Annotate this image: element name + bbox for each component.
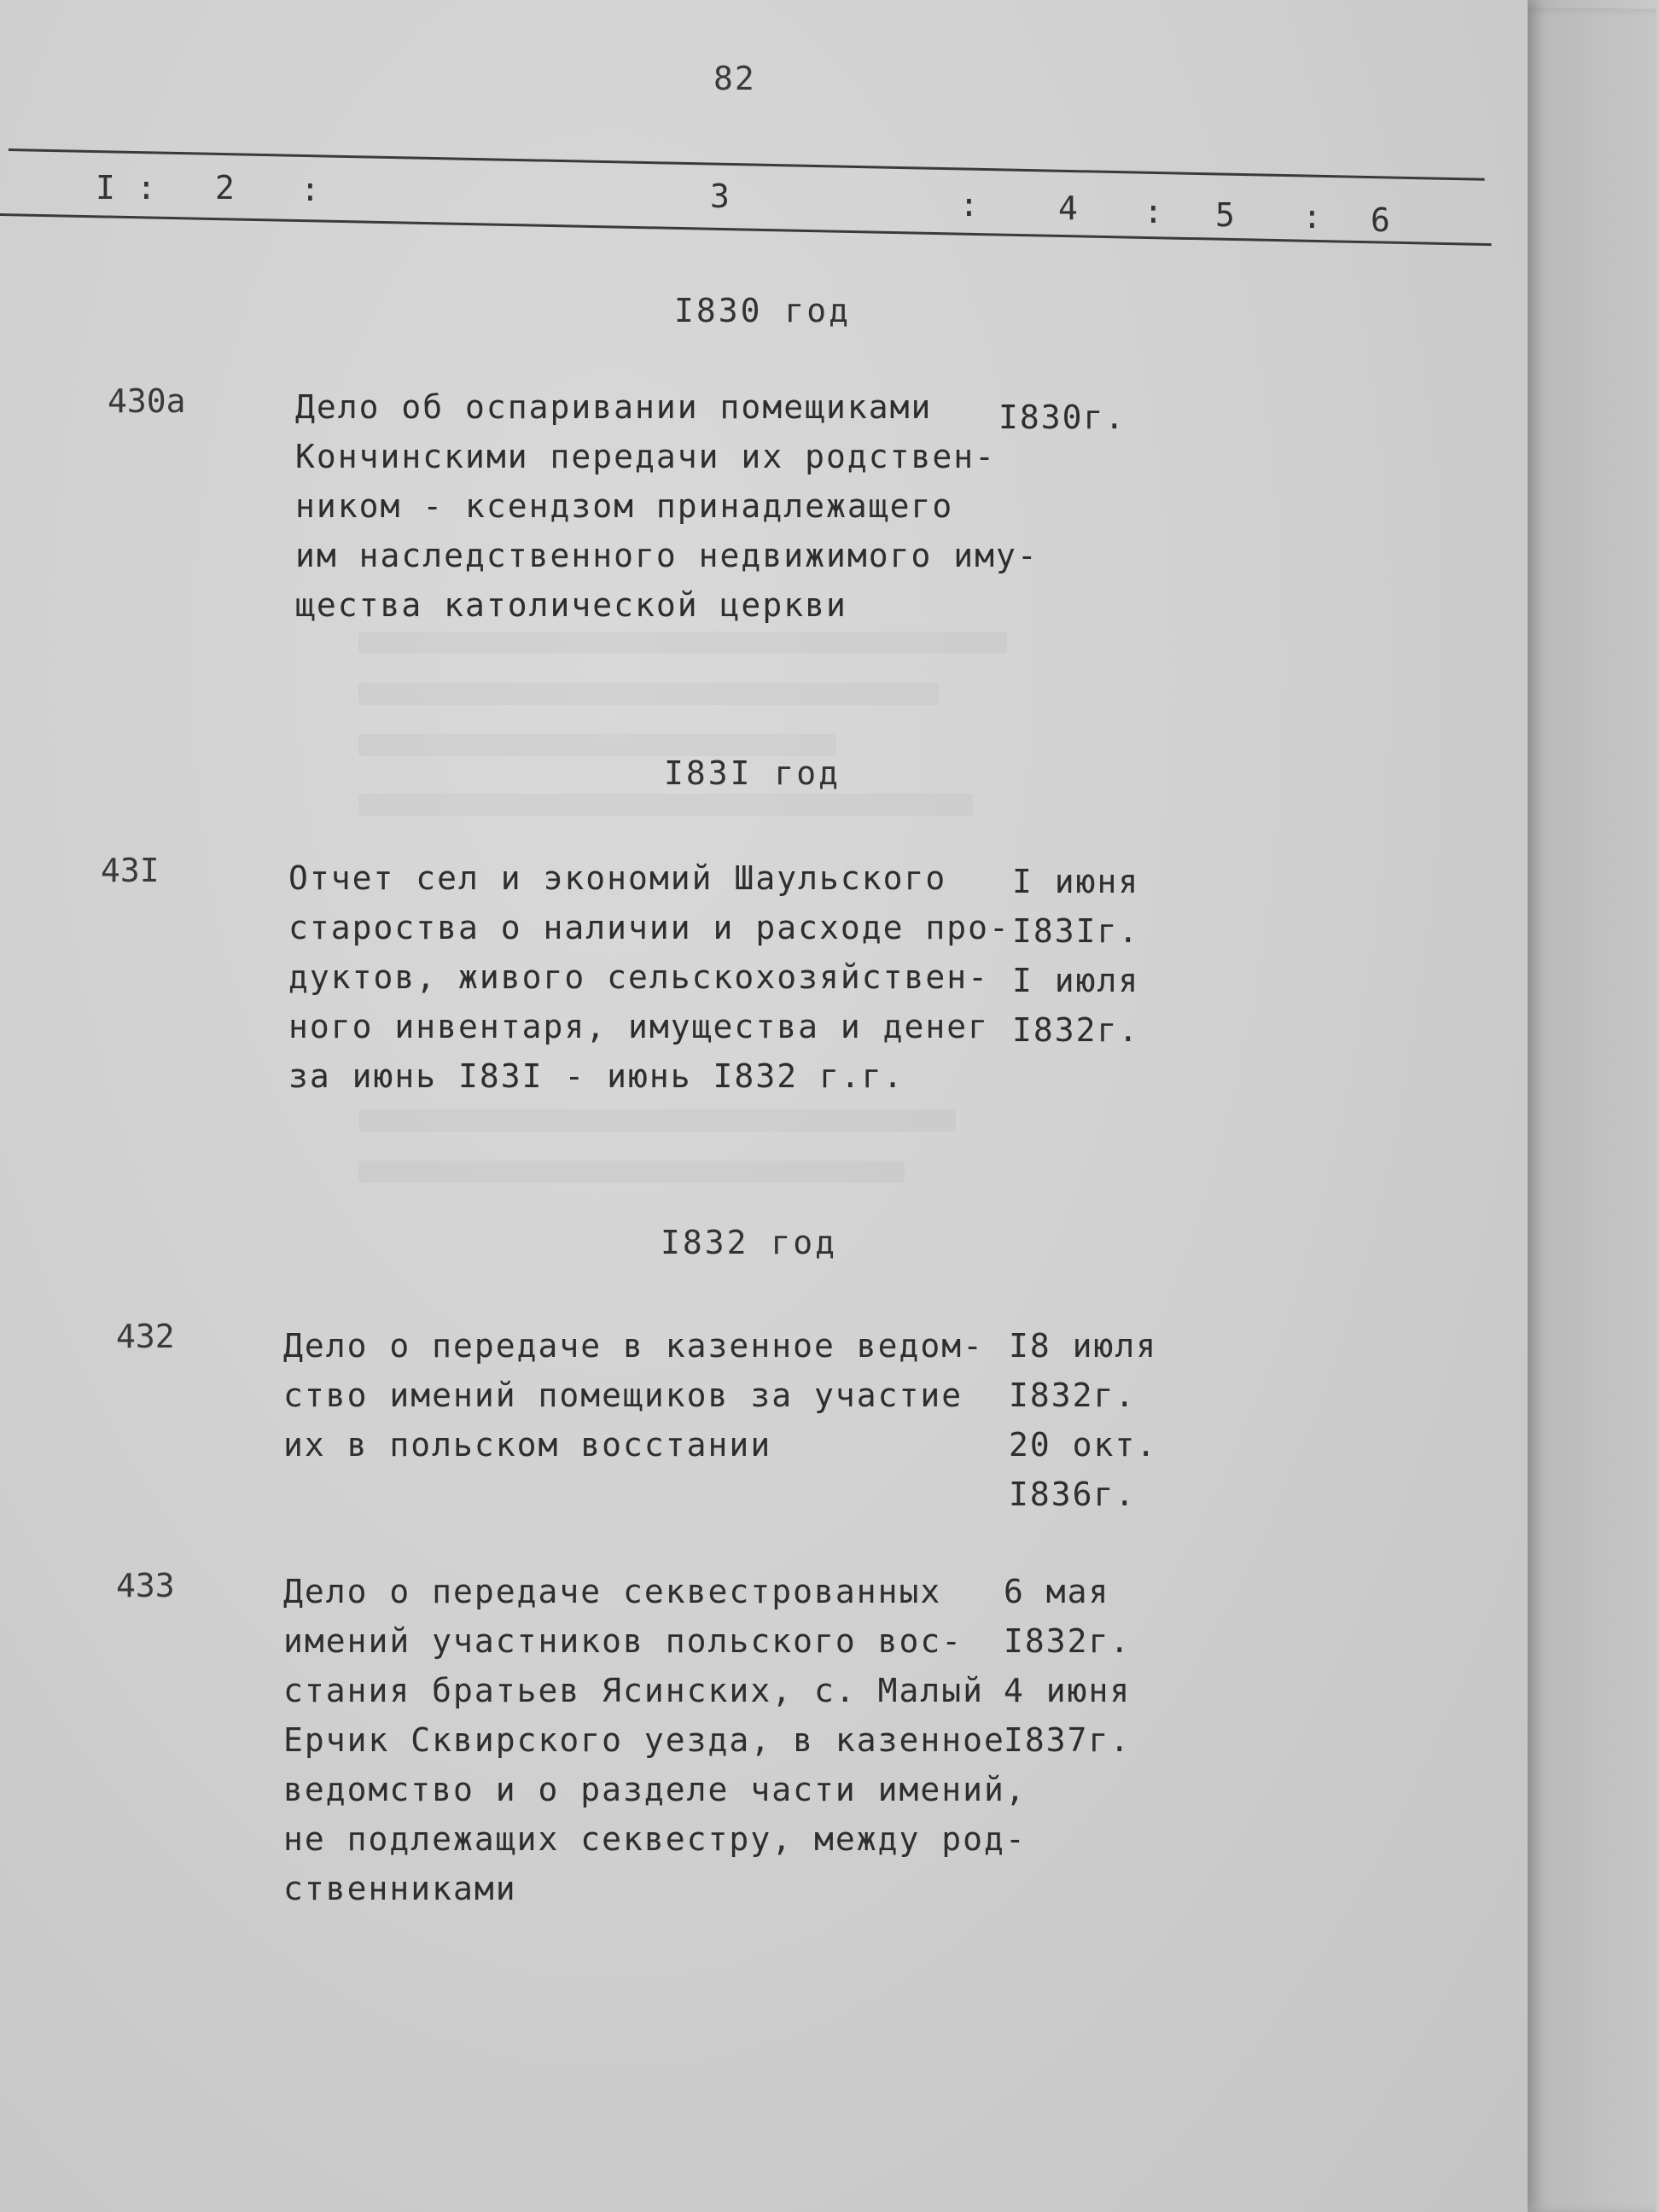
date-line: I8 июля xyxy=(1009,1327,1158,1365)
column-header-4: 4 xyxy=(1058,189,1078,227)
column-header-6: 6 xyxy=(1371,201,1390,239)
description-line: не подлежащих секвестру, между род- xyxy=(283,1820,1027,1858)
column-separator: : xyxy=(137,169,156,207)
column-separator: : xyxy=(1144,193,1163,230)
entry-number: 43I xyxy=(101,852,160,889)
description-line: ведомство и о разделе части имений, xyxy=(283,1771,1027,1808)
description-line: щества католической церкви xyxy=(295,586,847,624)
bleed-through-mark xyxy=(358,683,939,705)
entry-description xyxy=(283,1321,984,1470)
description-line: Дело о передаче секвестрованных xyxy=(283,1573,942,1610)
date-line: I июня xyxy=(1012,863,1140,900)
bleed-through-mark xyxy=(358,734,836,756)
entry-description xyxy=(283,1567,1027,1913)
description-line: Кончинскими передачи их родствен- xyxy=(295,438,996,475)
entry-dates xyxy=(1012,857,1139,1055)
entry-description xyxy=(295,382,1039,630)
description-line: Дело о передаче в казенное ведом- xyxy=(283,1327,984,1365)
description-line: стания братьев Ясинских, с. Малый xyxy=(283,1672,984,1709)
entry-dates xyxy=(1009,1321,1157,1519)
section-heading-1831: I83I год xyxy=(664,754,841,792)
date-line: I83Iг. xyxy=(1012,912,1140,950)
description-line: староства о наличии и расходе про- xyxy=(288,909,1010,946)
date-line: I832г. xyxy=(1009,1377,1137,1414)
description-line: Дело об оспаривании помещиками xyxy=(295,388,933,426)
bleed-through-mark xyxy=(358,632,1007,654)
table-header-bottom-rule xyxy=(0,213,1492,246)
description-line: имений участников польского вос- xyxy=(283,1622,963,1660)
date-line: 4 июня xyxy=(1004,1672,1132,1709)
column-separator: : xyxy=(959,186,979,224)
column-header-3: 3 xyxy=(710,178,730,215)
date-line: I837г. xyxy=(1004,1721,1132,1759)
entry-dates xyxy=(998,393,1126,442)
entry-dates xyxy=(1004,1567,1131,1765)
entry-number: 430а xyxy=(108,382,186,420)
column-header-2: 2 xyxy=(215,169,235,207)
column-header-5: 5 xyxy=(1215,196,1235,234)
bleed-through-mark xyxy=(358,794,973,816)
description-line: Отчет сел и экономий Шаульского xyxy=(288,859,947,897)
column-separator: : xyxy=(1302,198,1322,236)
description-line: ственниками xyxy=(283,1870,517,1907)
entry-number: 433 xyxy=(116,1567,175,1604)
description-line: ного инвентаря, имущества и денег xyxy=(288,1008,989,1045)
description-line: им наследственного недвижимого иму- xyxy=(295,537,1039,574)
date-line: I832г. xyxy=(1004,1622,1132,1660)
section-heading-1832: I832 год xyxy=(661,1224,838,1261)
entry-number: 432 xyxy=(116,1318,175,1355)
description-line: ником - ксендзом принадлежащего xyxy=(295,487,954,525)
description-line: дуктов, живого сельскохозяйствен- xyxy=(288,958,989,996)
description-line: Ерчик Сквирского уезда, в казенное xyxy=(283,1721,1005,1759)
date-line: I836г. xyxy=(1009,1476,1137,1513)
date-line: 6 мая xyxy=(1004,1573,1110,1610)
bleed-through-mark xyxy=(358,1109,956,1132)
page-number: 82 xyxy=(713,60,756,97)
entry-description xyxy=(288,853,1010,1101)
description-line: за июнь I83I - июнь I832 г.г. xyxy=(288,1057,905,1095)
column-separator: : xyxy=(300,171,320,208)
description-line: их в польском восстании xyxy=(283,1426,772,1464)
bleed-through-mark xyxy=(358,1161,905,1183)
section-heading-1830: I830 год xyxy=(674,292,852,329)
description-line: ство имений помещиков за участие xyxy=(283,1377,963,1414)
column-header-1: I xyxy=(96,169,115,207)
date-line: I832г. xyxy=(1012,1011,1140,1049)
date-line: I830г. xyxy=(998,399,1126,436)
date-line: I июля xyxy=(1012,962,1140,999)
date-line: 20 окт. xyxy=(1009,1426,1158,1464)
